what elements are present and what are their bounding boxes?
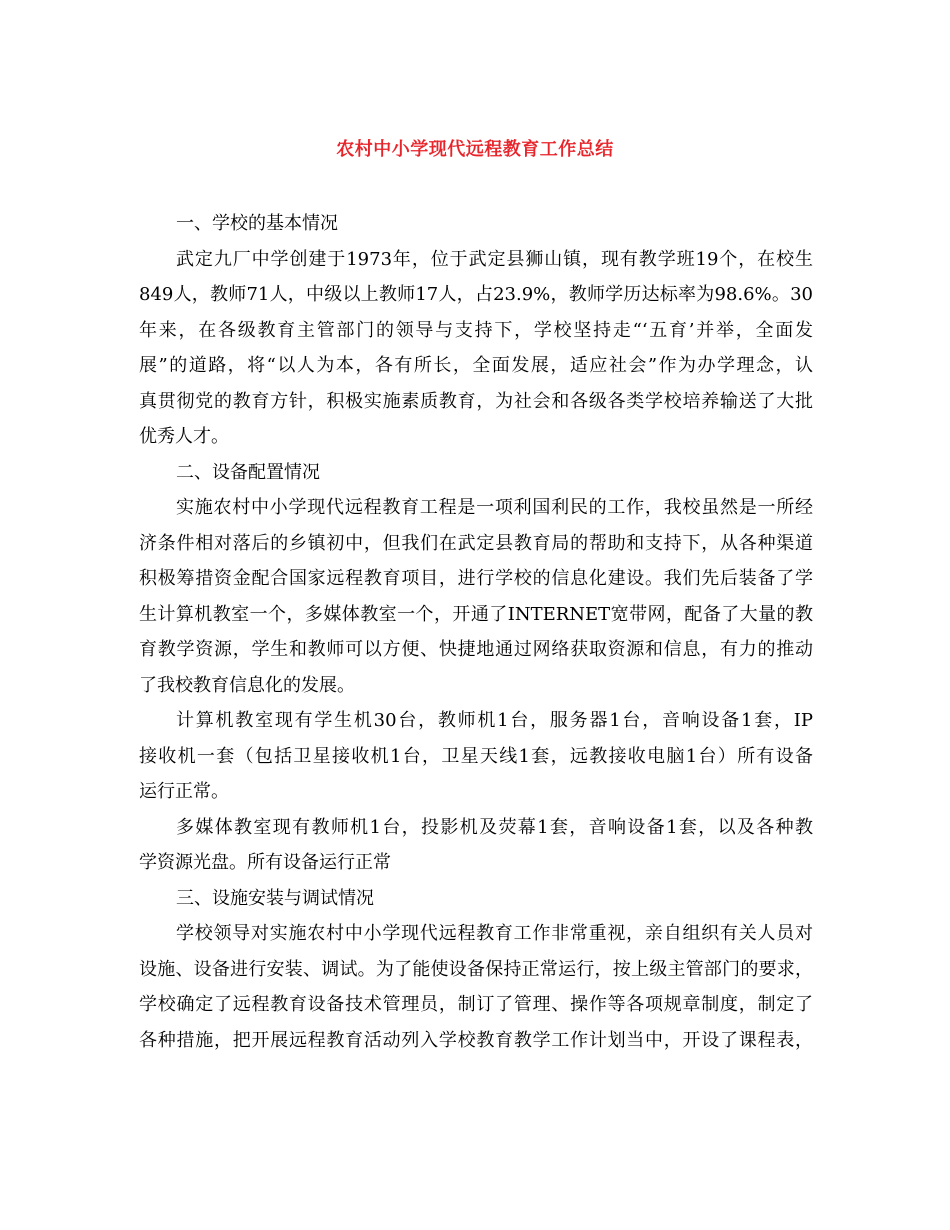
text-line: 一、学校的基本情况	[176, 213, 338, 234]
text-line: 多媒体教室现有教师机1台，投影机及荧幕1套，音响设备1套，以及各种教	[176, 816, 813, 838]
document-title: 农村中小学现代远程教育工作总结	[336, 139, 614, 160]
text-line: 接收机一套（包括卫星接收机1台，卫星天线1套，远教接收电脑1台）所有设备	[139, 745, 813, 767]
text-line: 济条件相对落后的乡镇初中，但我们在武定县教育局的帮助和支持下，从各种渠道	[139, 532, 813, 554]
text-line: 了我校教育信息化的发展。	[139, 674, 355, 696]
text-line: 二、设备配置情况	[176, 461, 320, 483]
text-line: 积极筹措资金配合国家远程教育项目，进行学校的信息化建设。我们先后装备了学	[139, 568, 813, 589]
text-line: 学校确定了远程教育设备技术管理员，制订了管理、操作等各项规章制度，制定了	[139, 994, 813, 1015]
text-line: 学资源光盘。所有设备运行正常	[139, 852, 391, 873]
text-line: 实施农村中小学现代远程教育工程是一项利国利民的工作，我校虽然是一所经	[176, 497, 813, 518]
text-line: 设施、设备进行安装、调试。为了能使设备保持正常运行，按上级主管部门的要求，	[139, 958, 813, 980]
text-line: 生计算机教室一个，多媒体教室一个，开通了INTERNET宽带网，配备了大量的教	[139, 603, 813, 625]
text-line: 展”的道路，将“以人为本，各有所长，全面发展，适应社会”作为办学理念，认	[139, 355, 813, 376]
text-line: 三、设施安装与调试情况	[176, 887, 374, 909]
text-line: 学校领导对实施农村中小学现代远程教育工作非常重视，亲自组织有关人员对	[176, 923, 813, 944]
text-line: 育教学资源，学生和教师可以方便、快捷地通过网络获取资源和信息，有力的推动	[139, 639, 813, 660]
text-line: 运行正常。	[139, 781, 229, 802]
text-line: 年来，在各级教育主管部门的领导与支持下，学校坚持走“‘五育’并举，全面发	[139, 319, 813, 341]
text-line: 计算机教室现有学生机30台，教师机1台，服务器1台，音响设备1套，IP	[176, 710, 813, 731]
text-line: 各种措施，把开展远程教育活动列入学校教育教学工作计划当中，开设了课程表，	[139, 1029, 813, 1051]
text-line: 武定九厂中学创建于1973年，位于武定县狮山镇，现有教学班19个，在校生	[176, 248, 813, 270]
text-line: 849人，教师71人，中级以上教师17人，占23.9%，教师学历达标率为98.6%。30	[139, 284, 813, 305]
text-line: 真贯彻党的教育方针，积极实施素质教育，为社会和各级各类学校培养输送了大批	[139, 390, 813, 412]
document-body	[139, 206, 813, 1058]
text-line: 优秀人才。	[139, 426, 229, 447]
